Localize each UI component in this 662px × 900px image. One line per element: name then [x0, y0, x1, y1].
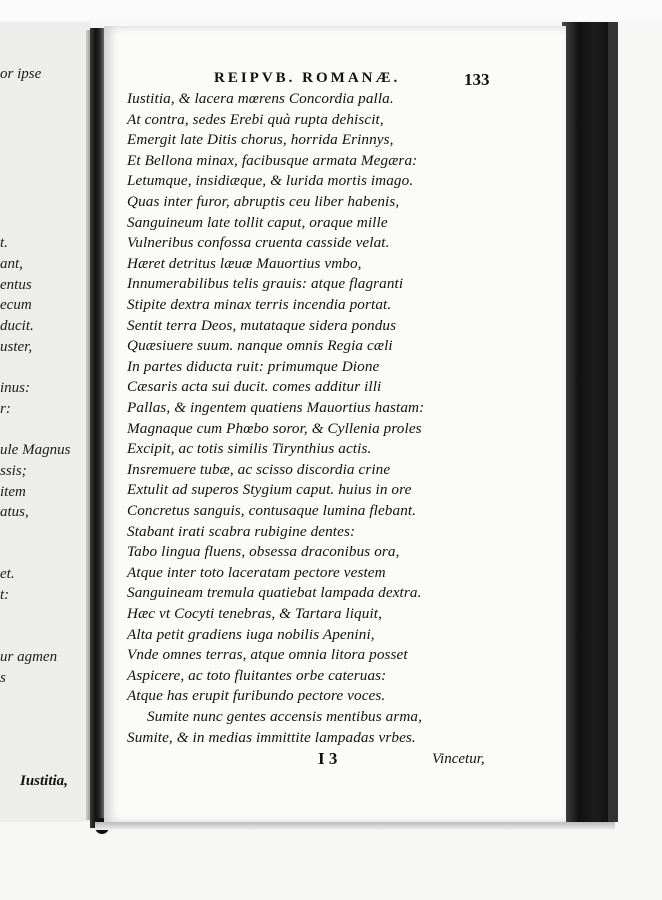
verse-line: Vnde omnes terras, atque omnia litora posset — [127, 646, 408, 664]
verse-line: Vulneribus confossa cruenta casside velat. — [127, 234, 390, 252]
verse-line: Innumerabilibus telis grauis: atque flagranti — [127, 275, 404, 293]
verse-line: Excipit, ac totis similis Tirynthius actis. — [127, 440, 372, 458]
left-page — [0, 22, 90, 822]
verse-line: Aspicere, ac toto fluitantes orbe cateruas: — [127, 666, 387, 684]
catchword: Vincetur, — [432, 751, 485, 767]
verse-line: Hæret detritus læuæ Mauortius vmbo, — [127, 254, 362, 272]
verse-line: Tabo lingua fluens, obsessa draconibus ora, — [127, 543, 400, 561]
verse-line: Sanguineam tremula quatiebat lampada dextra. — [127, 584, 422, 602]
verse-line: Letumque, insidiæque, & lurida mortis imago. — [127, 172, 414, 190]
left-page-line: inus: — [0, 380, 30, 396]
verse-line: Emergit late Ditis chorus, horrida Erinnys, — [127, 131, 394, 149]
verse-line: Sentit terra Deos, mutataque sidera pondus — [127, 316, 397, 334]
verse-line: Insremuere tubæ, ac scisso discordia crine — [127, 460, 391, 478]
left-page-line: t. — [0, 235, 8, 251]
page-bottom-shadow — [95, 822, 615, 830]
left-page-line: ssis; — [0, 463, 27, 479]
verse-line: Pallas, & ingentem quatiens Mauortius hastam: — [127, 399, 425, 416]
verse-line: Stabant irati scabra rubigine dentes: — [127, 522, 356, 540]
left-page-line: ant, — [0, 256, 23, 272]
left-page-line: entus — [0, 277, 32, 293]
left-page-line: ule Magnus — [0, 442, 71, 458]
verse-line: Et Bellona minax, facibusque armata Megæra: — [127, 151, 418, 169]
left-page-line: t: — [0, 587, 10, 603]
left-page-line: ur agmen — [0, 649, 58, 665]
verse-line: Sanguineum late tollit caput, oraque mille — [127, 213, 388, 231]
background-top — [0, 0, 662, 20]
book-spine — [90, 28, 104, 828]
left-page-line: uster, — [0, 339, 33, 355]
verse-line: Cæsaris acta sui ducit. comes additur illi — [127, 378, 382, 396]
verse-line: Extulit ad superos Stygium caput. huius in ore — [127, 481, 412, 499]
verse-line: Alta petit gradiens iuga nobilis Apenini, — [127, 625, 375, 643]
verse-line: Magnaque cum Phœbo soror, & Cyllenia proles — [127, 419, 422, 437]
verse-line: Hæc vt Cocyti tenebras, & Tartara liquit, — [127, 605, 382, 622]
left-page-line: ecum — [0, 297, 32, 313]
left-page-catchword: Iustitia, — [20, 773, 68, 789]
left-page-line: or ipse — [0, 66, 42, 82]
left-page-line: r: — [0, 401, 11, 417]
left-page-line: ducit. — [0, 318, 34, 334]
left-page-line: et. — [0, 566, 15, 582]
verse-line: Quæsiuere suum. nanque omnis Regia cæli — [127, 337, 393, 355]
verse-line: At contra, sedes Erebi quà rupta dehiscit, — [127, 110, 384, 128]
verse-line: Atque has erupit furibundo pectore voces. — [127, 687, 386, 705]
running-head: REIPVB. ROMANÆ. — [214, 70, 401, 86]
verse-line: In partes diducta ruit: primumque Dione — [127, 357, 380, 375]
verse-line: Sumite nunc gentes accensis mentibus arma, — [147, 708, 422, 725]
verse-line: Stipite dextra minax terris incendia portat. — [127, 296, 392, 313]
left-page-line: atus, — [0, 504, 29, 520]
signature-mark: I 3 — [318, 749, 338, 768]
page-number: 133 — [464, 70, 490, 89]
verse-line: Sumite, & in medias immittite lampadas vrbes. — [127, 728, 416, 746]
verse-line: Concretus sanguis, contusaque lumina flebant. — [127, 502, 417, 519]
verse-line: Atque inter toto laceratam pectore vestem — [127, 563, 386, 581]
page-edges-block — [562, 22, 618, 822]
left-page-line: s — [0, 670, 6, 686]
left-page-line: item — [0, 484, 26, 500]
verse-line: Iustitia, & lacera mœrens Concordia palla. — [127, 90, 394, 107]
verse-line: Quas inter furor, abruptis ceu liber habenis, — [127, 193, 400, 210]
